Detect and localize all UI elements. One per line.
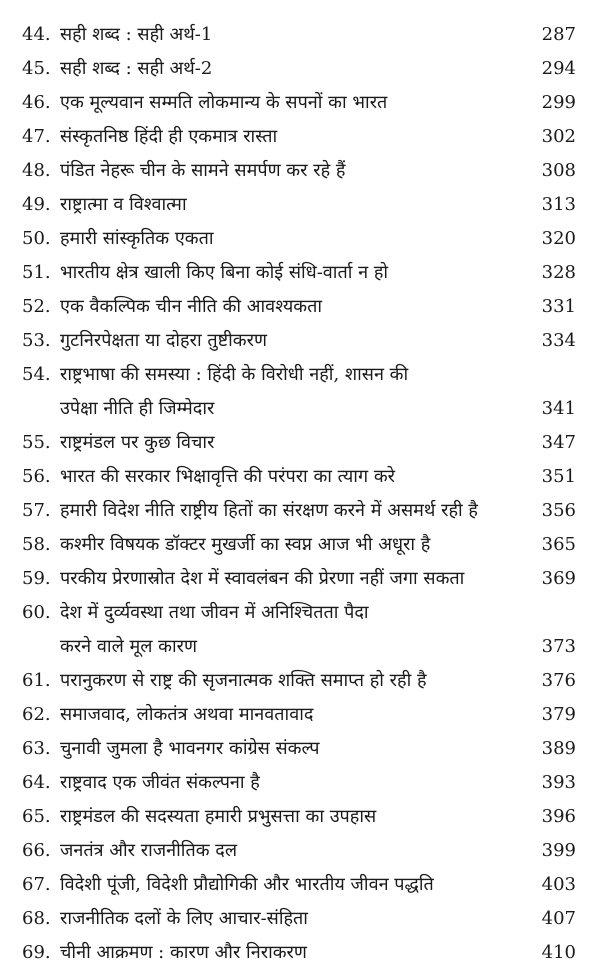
chapter-title: पंडित नेहरू चीन के सामने समर्पण कर रहे हैं — [60, 160, 346, 181]
toc-entry — [0, 120, 600, 154]
page-number: 373 — [541, 636, 576, 657]
chapter-title: सही शब्द : सही अर्थ-1 — [60, 24, 213, 45]
chapter-number: 65. — [22, 806, 51, 827]
toc-entry-line — [0, 936, 600, 970]
toc-entry-line — [0, 698, 600, 732]
toc-entry — [0, 698, 600, 732]
chapter-number: 67. — [22, 874, 51, 895]
page-number: 410 — [541, 942, 576, 963]
chapter-number: 66. — [22, 840, 51, 861]
chapter-title: करने वाले मूल कारण — [60, 636, 198, 657]
toc-entry — [0, 494, 600, 528]
page-number: 393 — [541, 772, 576, 793]
chapter-number: 45. — [22, 58, 51, 79]
page-number: 356 — [541, 500, 576, 521]
chapter-number: 68. — [22, 908, 51, 929]
chapter-title: देश में दुर्व्यवस्था तथा जीवन में अनिश्चितता पैदा — [60, 602, 369, 623]
toc-entry — [0, 426, 600, 460]
toc-entry — [0, 222, 600, 256]
chapter-number: 62. — [22, 704, 51, 725]
chapter-number: 51. — [22, 262, 51, 283]
toc-entry-line — [0, 902, 600, 936]
chapter-title: परानुकरण से राष्ट्र की सृजनात्मक शक्ति समाप्त हो रही है — [60, 670, 427, 691]
chapter-title: एक वैकल्पिक चीन नीति की आवश्यकता — [60, 296, 323, 317]
toc-entry-line — [0, 460, 600, 494]
page-number: 407 — [541, 908, 576, 929]
chapter-title: गुटनिरपेक्षता या दोहरा तुष्टीकरण — [60, 330, 267, 351]
chapter-title: भारतीय क्षेत्र खाली किए बिना कोई संधि-वार्ता न हो — [60, 262, 389, 283]
toc-entry — [0, 18, 600, 52]
chapter-title: सही शब्द : सही अर्थ-2 — [60, 58, 213, 79]
toc-entry — [0, 834, 600, 868]
chapter-title: हमारी सांस्कृतिक एकता — [60, 228, 214, 249]
toc-entry-line — [0, 222, 600, 256]
page-number: 376 — [541, 670, 576, 691]
toc-entry-line — [0, 766, 600, 800]
chapter-number: 52. — [22, 296, 51, 317]
toc-entry — [0, 290, 600, 324]
toc-entry — [0, 902, 600, 936]
toc-entry-line — [0, 664, 600, 698]
chapter-title: चीनी आक्रमण : कारण और निराकरण — [60, 942, 307, 963]
page-number: 320 — [541, 228, 576, 249]
toc-entry — [0, 358, 600, 426]
toc-entry-line — [0, 834, 600, 868]
chapter-number: 53. — [22, 330, 51, 351]
page-number: 399 — [541, 840, 576, 861]
page-number: 365 — [541, 534, 576, 555]
toc-entry-line — [0, 596, 600, 630]
chapter-title: उपेक्षा नीति ही जिम्मेदार — [60, 398, 215, 419]
toc-entry — [0, 732, 600, 766]
toc-entry — [0, 562, 600, 596]
toc-entry-line — [0, 562, 600, 596]
page-number: 287 — [541, 24, 576, 45]
toc-entry-line — [0, 324, 600, 358]
page-number: 347 — [541, 432, 576, 453]
chapter-title: संस्कृतनिष्ठ हिंदी ही एकमात्र रास्ता — [60, 126, 278, 147]
toc-entry-line — [0, 52, 600, 86]
chapter-number: 49. — [22, 194, 51, 215]
page-number: 313 — [541, 194, 576, 215]
toc-entry-line — [0, 120, 600, 154]
toc-entry-line — [0, 188, 600, 222]
chapter-title: कश्मीर विषयक डॉक्टर मुखर्जी का स्वप्न आज भी अधूरा है — [60, 534, 431, 555]
page-number: 351 — [541, 466, 576, 487]
chapter-title: राष्ट्रमंडल की सदस्यता हमारी प्रभुसत्ता का उपहास — [60, 806, 377, 827]
toc-entry-line — [0, 494, 600, 528]
chapter-number: 46. — [22, 92, 51, 113]
chapter-title: हमारी विदेश नीति राष्ट्रीय हितों का संरक्षण करने में असमर्थ रही है — [60, 500, 478, 521]
chapter-number: 58. — [22, 534, 51, 555]
chapter-number: 54. — [22, 364, 51, 385]
chapter-number: 69. — [22, 942, 51, 963]
chapter-number: 44. — [22, 24, 51, 45]
page-number: 299 — [541, 92, 576, 113]
page-number: 308 — [541, 160, 576, 181]
toc-entry-line — [0, 868, 600, 902]
page-number: 396 — [541, 806, 576, 827]
toc-entry-line — [0, 800, 600, 834]
toc-entry-line — [0, 154, 600, 188]
toc-entry-line — [0, 528, 600, 562]
chapter-title: राजनीतिक दलों के लिए आचार-संहिता — [60, 908, 308, 929]
toc-entry — [0, 188, 600, 222]
toc-entry-line — [0, 732, 600, 766]
chapter-title: राष्ट्रमंडल पर कुछ विचार — [60, 432, 215, 453]
chapter-number: 63. — [22, 738, 51, 759]
chapter-number: 48. — [22, 160, 51, 181]
page-number: 403 — [541, 874, 576, 895]
toc-entry-line — [0, 426, 600, 460]
toc-entry — [0, 86, 600, 120]
chapter-title: भारत की सरकार भिक्षावृत्ति की परंपरा का त्याग करे — [60, 466, 396, 487]
toc-entry — [0, 800, 600, 834]
toc-entry-line — [0, 358, 600, 392]
toc-entry — [0, 52, 600, 86]
page-number: 294 — [541, 58, 576, 79]
toc-entry — [0, 324, 600, 358]
chapter-title: एक मूल्यवान सम्मति लोकमान्य के सपनों का भारत — [60, 92, 388, 113]
chapter-number: 56. — [22, 466, 51, 487]
chapter-number: 61. — [22, 670, 51, 691]
table-of-contents — [0, 18, 600, 970]
chapter-title: समाजवाद, लोकतंत्र अथवा मानवतावाद — [60, 704, 314, 725]
page-number: 379 — [541, 704, 576, 725]
chapter-number: 47. — [22, 126, 51, 147]
chapter-title: चुनावी जुमला है भावनगर कांग्रेस संकल्प — [60, 738, 320, 759]
toc-entry-line — [0, 86, 600, 120]
page-number: 369 — [541, 568, 576, 589]
page-number: 341 — [541, 398, 576, 419]
chapter-title: राष्ट्रवाद एक जीवंत संकल्पना है — [60, 772, 260, 793]
chapter-number: 64. — [22, 772, 51, 793]
page-number: 328 — [541, 262, 576, 283]
chapter-number: 50. — [22, 228, 51, 249]
chapter-number: 60. — [22, 602, 51, 623]
toc-entry-line — [0, 256, 600, 290]
toc-entry — [0, 596, 600, 664]
toc-entry — [0, 460, 600, 494]
toc-entry — [0, 256, 600, 290]
toc-entry — [0, 766, 600, 800]
toc-entry — [0, 936, 600, 970]
chapter-title: विदेशी पूंजी, विदेशी प्रौद्योगिकी और भारतीय जीवन पद्धति — [60, 874, 434, 895]
chapter-number: 59. — [22, 568, 51, 589]
chapter-number: 57. — [22, 500, 51, 521]
chapter-title: परकीय प्रेरणास्रोत देश में स्वावलंबन की प्रेरणा नहीं जगा सकता — [60, 568, 465, 589]
page-number: 389 — [541, 738, 576, 759]
chapter-title: राष्ट्रात्मा व विश्वात्मा — [60, 194, 187, 215]
toc-entry-line — [0, 392, 600, 426]
chapter-number: 55. — [22, 432, 51, 453]
page-number: 331 — [541, 296, 576, 317]
chapter-title: राष्ट्रभाषा की समस्या : हिंदी के विरोधी नहीं, शासन की — [60, 364, 409, 385]
chapter-title: जनतंत्र और राजनीतिक दल — [60, 840, 238, 861]
toc-entry-line — [0, 290, 600, 324]
toc-entry — [0, 664, 600, 698]
toc-entry — [0, 528, 600, 562]
toc-entry — [0, 868, 600, 902]
page-number: 302 — [541, 126, 576, 147]
toc-entry-line — [0, 630, 600, 664]
page-number: 334 — [541, 330, 576, 351]
toc-entry — [0, 154, 600, 188]
toc-entry-line — [0, 18, 600, 52]
